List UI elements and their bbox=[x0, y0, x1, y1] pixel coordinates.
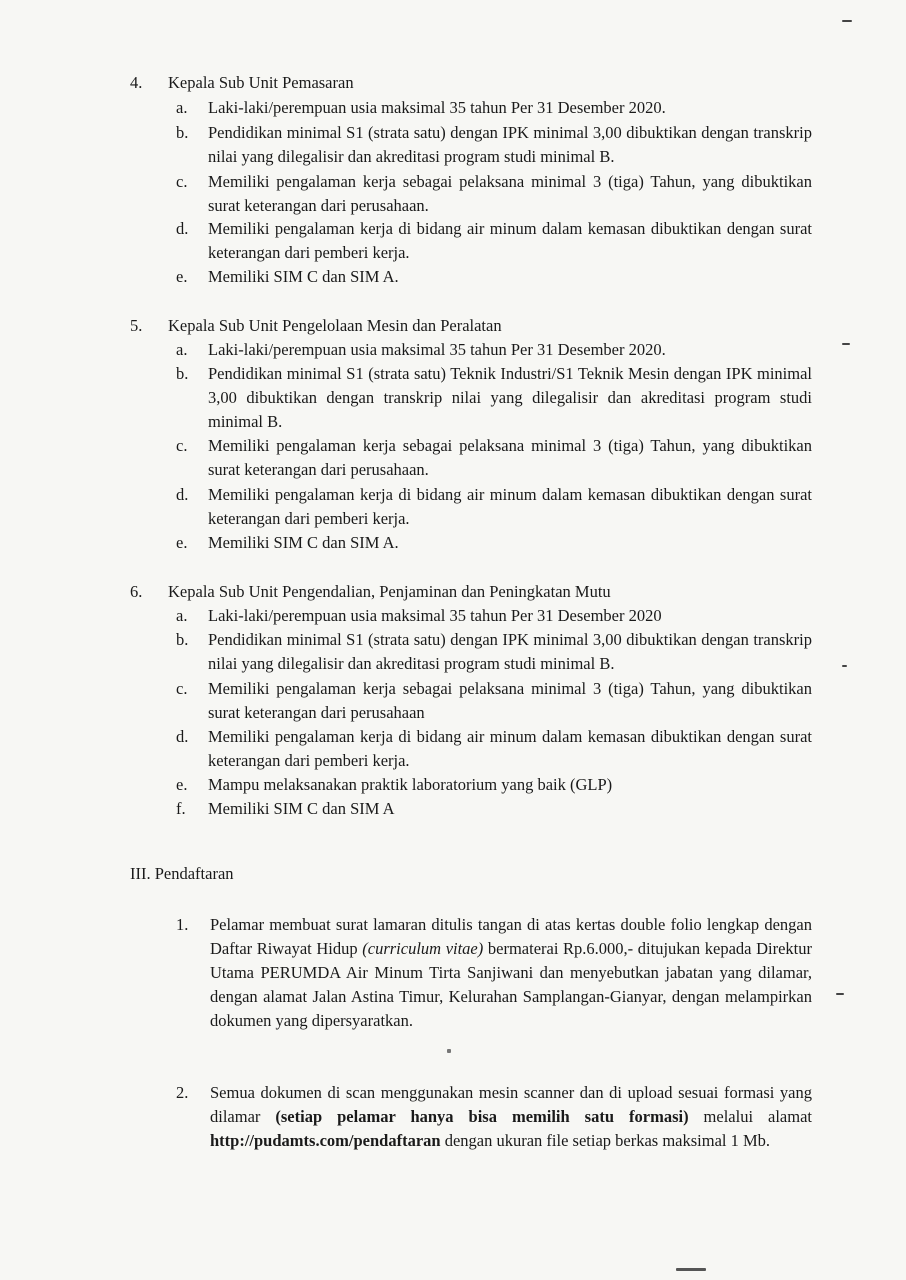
scan-speck bbox=[842, 665, 847, 667]
item-letter: c. bbox=[176, 172, 188, 191]
item-letter: a. bbox=[176, 340, 188, 359]
scan-speck bbox=[447, 1049, 451, 1053]
item-text: Pendidikan minimal S1 (strata satu) dengan IPK minimal 3,00 dibuktikan dengan transkrip nilai yang dilegalisir dan akreditasi program studi minimal B. bbox=[208, 123, 812, 166]
item-letter: c. bbox=[176, 679, 188, 698]
item-letter: b. bbox=[176, 364, 189, 383]
item-number: 2. bbox=[176, 1083, 189, 1102]
item-text: Pendidikan minimal S1 (strata satu) Teknik Industri/S1 Teknik Mesin dengan IPK minimal 3,00 dibuktikan dengan transkrip nilai yang dilegalisir dan akreditasi program studi minimal B. bbox=[208, 364, 812, 431]
item-text: Memiliki SIM C dan SIM A. bbox=[208, 267, 399, 286]
item-number: 1. bbox=[176, 915, 189, 934]
item-text: Memiliki pengalaman kerja sebagai pelaksana minimal 3 (tiga) Tahun, yang dibuktikan surat keterangan dari perusahaan. bbox=[208, 172, 812, 215]
item-text: Pendidikan minimal S1 (strata satu) dengan IPK minimal 3,00 dibuktikan dengan transkrip nilai yang dilegalisir dan akreditasi program studi minimal B. bbox=[208, 630, 812, 673]
item-text: Laki-laki/perempuan usia maksimal 35 tahun Per 31 Desember 2020. bbox=[208, 340, 666, 359]
item-text: Pelamar membuat surat lamaran ditulis tangan di atas kertas double folio lengkap dengan Daftar Riwayat Hidup (curriculum vitae) bermaterai Rp.6.000,- ditujukan kepada Direktur Utama PERUMDA Air Minum Tirta Sanjiwani dan menyebutkan jabatan yang dilamar, dengan alamat Jalan Astina Timur, Kelurahan Samplangan-Gianyar, dengan melampirkan dokumen yang dipersyaratkan. bbox=[210, 915, 812, 1030]
item-text: Memiliki pengalaman kerja di bidang air minum dalam kemasan dibuktikan dengan surat keterangan dari pemberi kerja. bbox=[208, 485, 812, 528]
item-text: Semua dokumen di scan menggunakan mesin scanner dan di upload sesuai formasi yang dilamar (setiap pelamar hanya bisa memilih satu formasi) melalui alamat http://pudamts.com/pendaftaran dengan ukuran file setiap berkas maksimal 1 Mb. bbox=[210, 1083, 813, 1150]
item-letter: e. bbox=[176, 533, 188, 552]
item-letter: e. bbox=[176, 267, 188, 286]
item-text: Memiliki pengalaman kerja sebagai pelaksana minimal 3 (tiga) Tahun, yang dibuktikan surat keterangan dari perusahaan. bbox=[208, 436, 812, 479]
item-letter: b. bbox=[176, 630, 189, 649]
item-letter: d. bbox=[176, 727, 189, 746]
scan-speck bbox=[676, 1268, 706, 1271]
item-text: Mampu melaksanakan praktik laboratorium yang baik (GLP) bbox=[208, 775, 613, 794]
item-text: Memiliki pengalaman kerja sebagai pelaksana minimal 3 (tiga) Tahun, yang dibuktikan surat keterangan dari perusahaan bbox=[208, 679, 812, 722]
item-letter: c. bbox=[176, 436, 188, 455]
item-letter: b. bbox=[176, 123, 189, 142]
scan-speck bbox=[836, 993, 844, 995]
section-number: 4. bbox=[130, 73, 143, 92]
section-title: Kepala Sub Unit Pemasaran bbox=[168, 73, 354, 92]
item-text: Memiliki pengalaman kerja di bidang air minum dalam kemasan dibuktikan dengan surat keterangan dari pemberi kerja. bbox=[208, 219, 812, 262]
item-text: Memiliki SIM C dan SIM A bbox=[208, 799, 395, 818]
scan-speck bbox=[842, 343, 850, 345]
section-number: 5. bbox=[130, 316, 143, 335]
item-letter: a. bbox=[176, 606, 188, 625]
item-letter: d. bbox=[176, 485, 189, 504]
scan-speck bbox=[842, 20, 852, 22]
section-number: 6. bbox=[130, 582, 143, 601]
item-letter: d. bbox=[176, 219, 189, 238]
item-text: Laki-laki/perempuan usia maksimal 35 tahun Per 31 Desember 2020. bbox=[208, 98, 666, 117]
registration-heading: III. Pendaftaran bbox=[130, 864, 234, 883]
section-title: Kepala Sub Unit Pengelolaan Mesin dan Peralatan bbox=[168, 316, 502, 335]
item-text: Memiliki pengalaman kerja di bidang air minum dalam kemasan dibuktikan dengan surat keterangan dari pemberi kerja. bbox=[208, 727, 812, 770]
item-text: Memiliki SIM C dan SIM A. bbox=[208, 533, 399, 552]
section-title: Kepala Sub Unit Pengendalian, Penjaminan dan Peningkatan Mutu bbox=[168, 582, 611, 601]
item-text: Laki-laki/perempuan usia maksimal 35 tahun Per 31 Desember 2020 bbox=[208, 606, 662, 625]
item-letter: e. bbox=[176, 775, 188, 794]
item-letter: a. bbox=[176, 98, 188, 117]
item-letter: f. bbox=[176, 799, 186, 818]
